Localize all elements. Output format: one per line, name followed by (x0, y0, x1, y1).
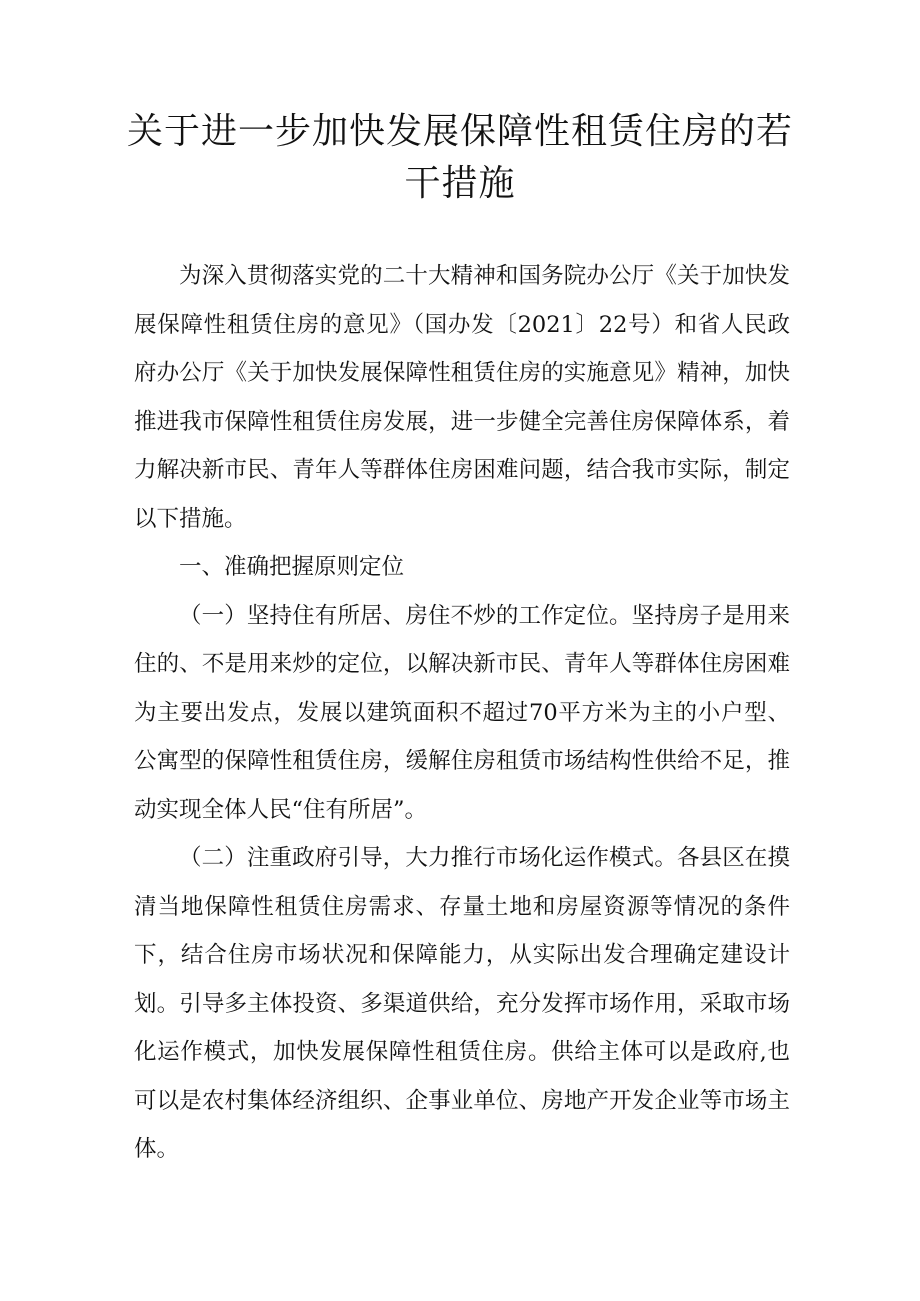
item-paragraph-2: （二）注重政府引导，大力推行市场化运作模式。各县区在摸清当地保障性租赁住房需求、存量土地和房屋资源等情况的条件下，结合住房市场状况和保障能力，从实际出发合理确定建设计划。引导多主体投资、多渠道供给，充分发挥市场作用，采取市场化运作模式，加快发展保障性租赁住房。供给主体可以是政府,也可以是农村集体经济组织、企事业单位、房地产开发企业等市场主体。 (134, 845, 790, 1162)
document-title: 关于进一步加快发展保障性租赁住房的若干措施 (126, 111, 793, 204)
section-heading: 一、准确把握原则定位 (179, 554, 405, 580)
item-paragraph-1: （一）坚持住有所居、房住不炒的工作定位。坚持房子是用来住的、不是用来炒的定位，以解决新市民、青年人等群体住房困难为主要出发点，发展以建筑面积不超过70平方米为主的小户型、公寓型的保障性租赁住房，缓解住房租赁市场结构性供给不足，推动实现全体人民“住有所居”。 (134, 602, 790, 823)
intro-paragraph: 为深入贯彻落实党的二十大精神和国务院办公厅《关于加快发展保障性租赁住房的意见》（国办发〔2021〕22号）和省人民政府办公厅《关于加快发展保障性租赁住房的实施意见》精神，加快推进我市保障性租赁住房发展，进一步健全完善住房保障体系，着力解决新市民、青年人等群体住房困难问题，结合我市实际，制定以下措施。 (134, 263, 790, 532)
document-body (134, 252, 790, 1174)
